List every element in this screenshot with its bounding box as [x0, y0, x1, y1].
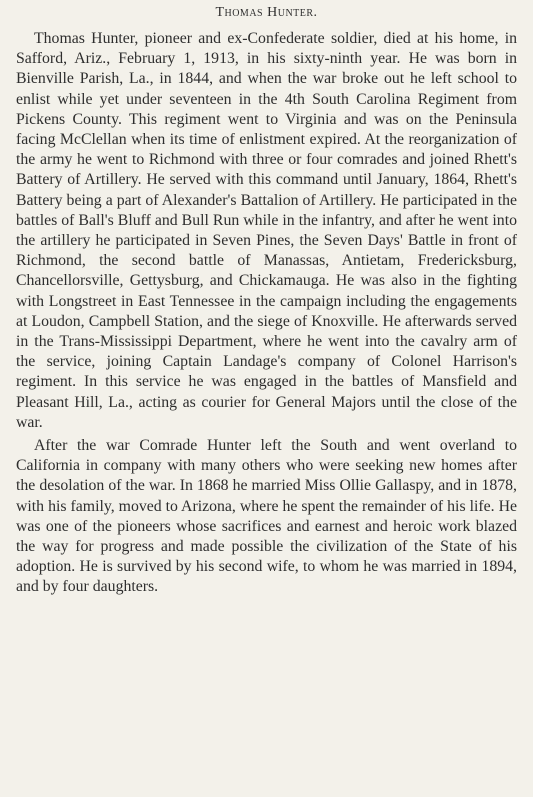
article-title: Thomas Hunter. [215, 5, 318, 20]
paragraph-later-life: After the war Comrade Hunter left the South and went overland to California in company with many others who were seeking new homes after the desolation of the war. In 1868 he married Miss Ollie Gallaspy, and in 1878, with his family, moved to Arizona, where he spent the remainder of his life. He was one of the pioneers whose sacrifices and earnest and heroic work blazed the way for progress and made possible the civilization of the State of his adoption. He is survived by his second wife, to whom he was married in 1894, and by four daughters. [16, 437, 517, 596]
paragraph-biography: Thomas Hunter, pioneer and ex-Confederate soldier, died at his home, in Safford, Ariz., February 1, 1913, in his sixty-ninth year. He was born in Bienville Parish, La., in 1844, and when the war broke out he left school to enlist while yet under seventeen in the 4th South Carolina Regiment from Pickens County. This regiment went to Virginia and was on the Peninsula facing McClellan when its time of enlistment expired. At the reorganization of the army he went to Richmond with three or four comrades and joined Rhett's Battery of Artillery. He served with this command until January, 1864, Rhett's Battery being a part of Alexander's Battalion of Artillery. He participated in the battles of Ball's Bluff and Bull Run while in the infantry, and after he went into the artillery he participated in Seven Pines, the Seven Days' Battle in front of Richmond, the second battle of Manassas, Antietam, Fredericksburg, Chancellorsville, Gettysburg, and Chickamauga. He was also in the fighting with Longstreet in East Tennessee in the campaign including the engagements at Loudon, Campbell Station, and the siege of Knoxville. He afterwards served in the Trans-Mississippi Department, where he went into the cavalry arm of the service, joining Captain Landage's company of Colonel Harrison's regiment. In this service he was engaged in the battles of Mansfield and Pleasant Hill, La., acting as courier for General Majors until the close of the war. [16, 30, 517, 431]
